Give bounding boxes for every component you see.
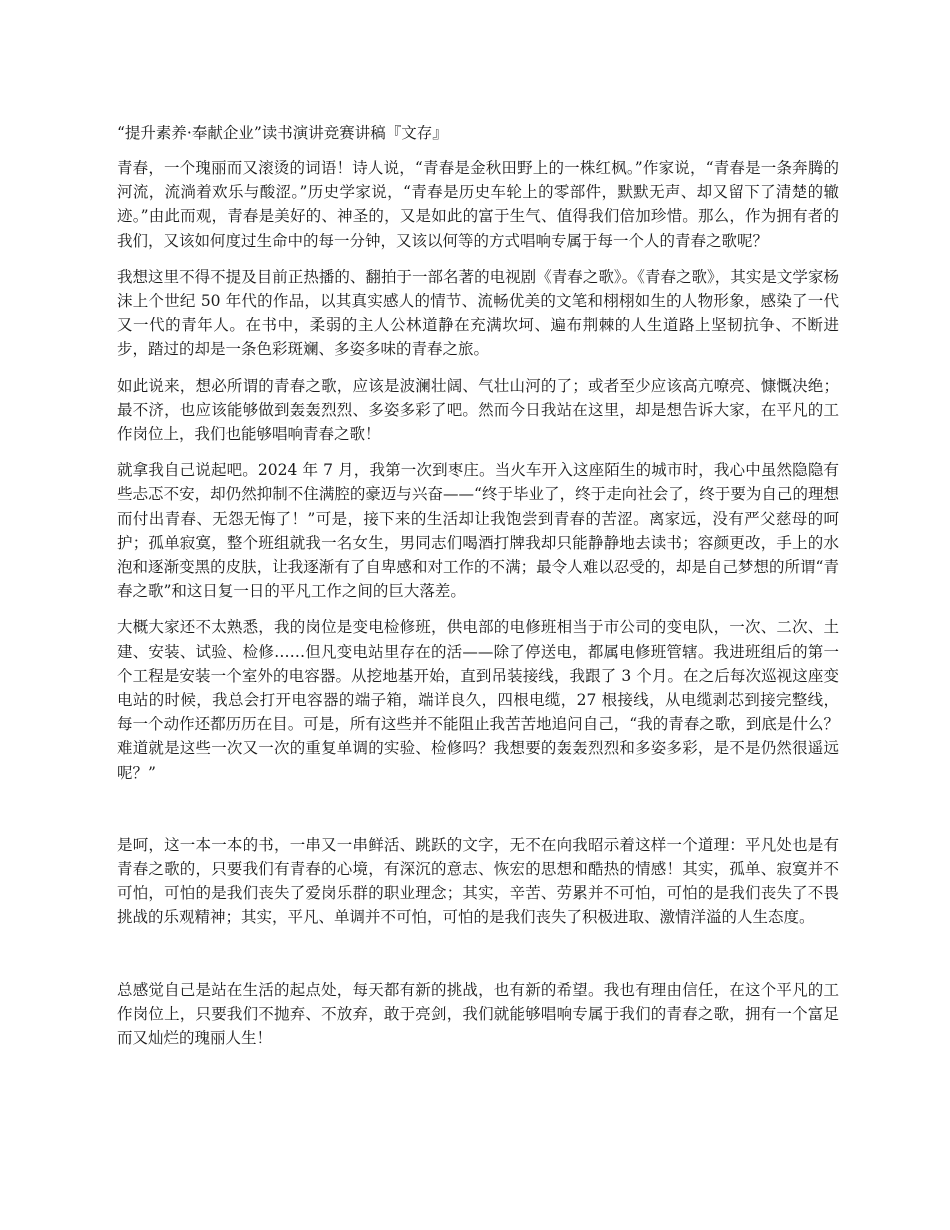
document-page xyxy=(117,122,839,1062)
blank-space xyxy=(117,942,839,978)
paragraph-3: 如此说来，想必所谓的青春之歌，应该是波澜壮阔、气壮山河的了；或者至少应该高亢嘹亮、慷慨决绝；最不济，也应该能够做到轰轰烈烈、多姿多彩了吧。然而今日我站在这里，却是想告诉大家，在平凡的工作岗位上，我们也能够唱响青春之歌！ xyxy=(117,376,839,444)
document-title: “提升素养·奉献企业”读书演讲竞赛讲稿『文存』 xyxy=(117,124,448,142)
paragraph-7: 总感觉自己是站在生活的起点处，每天都有新的挑战，也有新的希望。我也有理由信任，在这个平凡的工作岗位上，只要我们不抛弃、不放弃，敢于亮剑，我们就能够唱响专属于我们的青春之歌，拥有一个富足而又灿烂的瑰丽人生！ xyxy=(117,980,839,1048)
paragraph-1: 青春，一个瑰丽而又滚烫的词语！诗人说，“青春是金秋田野上的一株红枫。”作家说，“青春是一条奔腾的河流，流淌着欢乐与酸涩。”历史学家说，“青春是历史车轮上的零部件，默默无声、却又留下了清楚的辙迹。”由此而观，青春是美好的、神圣的，又是如此的富于生气、值得我们倍加珍惜。那么，作为拥有者的我们，又该如何度过生命中的每一分钟，又该以何等的方式唱响专属于每一个人的青春之歌呢？ xyxy=(117,159,839,250)
paragraph-2: 我想这里不得不提及目前正热播的、翻拍于一部名著的电视剧《青春之歌》。《青春之歌》，其实是文学家杨沫上个世纪 50 年代的作品，以其真实感人的情节、流畅优美的文笔和栩栩如生的人物形象，感染了一代又一代的青年人。在书中，柔弱的主人公林道静在充满坎坷、遍布荆棘的人生道路上坚韧抗争、不断进步，踏过的却是一条色彩斑斓、多姿多味的青春之旅。 xyxy=(117,267,839,359)
paragraph-5: 大概大家还不太熟悉，我的岗位是变电检修班，供电部的电修班相当于市公司的变电队，一次、二次、土建、安装、试验、检修……但凡变电站里存在的活——除了停送电，都属电修班管辖。我进班组后的第一个工程是安装一个室外的电容器。从挖地基开始，直到吊装接线，我跟了 3 个月。在之后每次巡视这座变电站的时候，我总会打开电容器的端子箱，端详良久，四根电缆，27 根接线，从电缆剥芯到接完整线，每一个动作还都历历在目。可是，所有这些并不能阻止我苦苦地追问自己，“我的青春之歌，到底是什么？难道就是这些一次又一次的重复单调的实验、检修吗？我想要的轰轰烈烈和多姿多彩，是不是仍然很遥远呢？” xyxy=(117,618,839,782)
paragraph-4: 就拿我自己说起吧。2024 年 7 月，我第一次到枣庄。当火车开入这座陌生的城市时，我心中虽然隐隐有些忐忑不安，却仍然抑制不住满腔的豪迈与兴奋——“终于毕业了，终于走向社会了，终于要为自己的理想而付出青春、无怨无悔了！”可是，接下来的生活却让我饱尝到青春的苦涩。离家远，没有严父慈母的呵护；孤单寂寞，整个班组就我一名女生，男同志们喝酒打牌我却只能静静地去读书；容颜更改，手上的水泡和逐渐变黑的皮肤，让我逐渐有了自卑感和对工作的不满；最令人难以忍受的，却是自己梦想的所谓“青春之歌”和这日复一日的平凡工作之间的巨大落差。 xyxy=(117,461,839,601)
paragraph-6: 是呵，这一本一本的书，一串又一串鲜活、跳跃的文字，无不在向我昭示着这样一个道理：平凡处也是有青春之歌的，只要我们有青春的心境，有深沉的意志、恢宏的思想和酷热的情感！其实，孤单、寂寞并不可怕，可怕的是我们丧失了爱岗乐群的职业理念；其实，辛苦、劳累并不可怕，可怕的是我们丧失了不畏挑战的乐观精神；其实，平凡、单调并不可怕，可怕的是我们丧失了积极进取、激情洋溢的人生态度。 xyxy=(117,835,839,927)
blank-space xyxy=(117,797,839,833)
